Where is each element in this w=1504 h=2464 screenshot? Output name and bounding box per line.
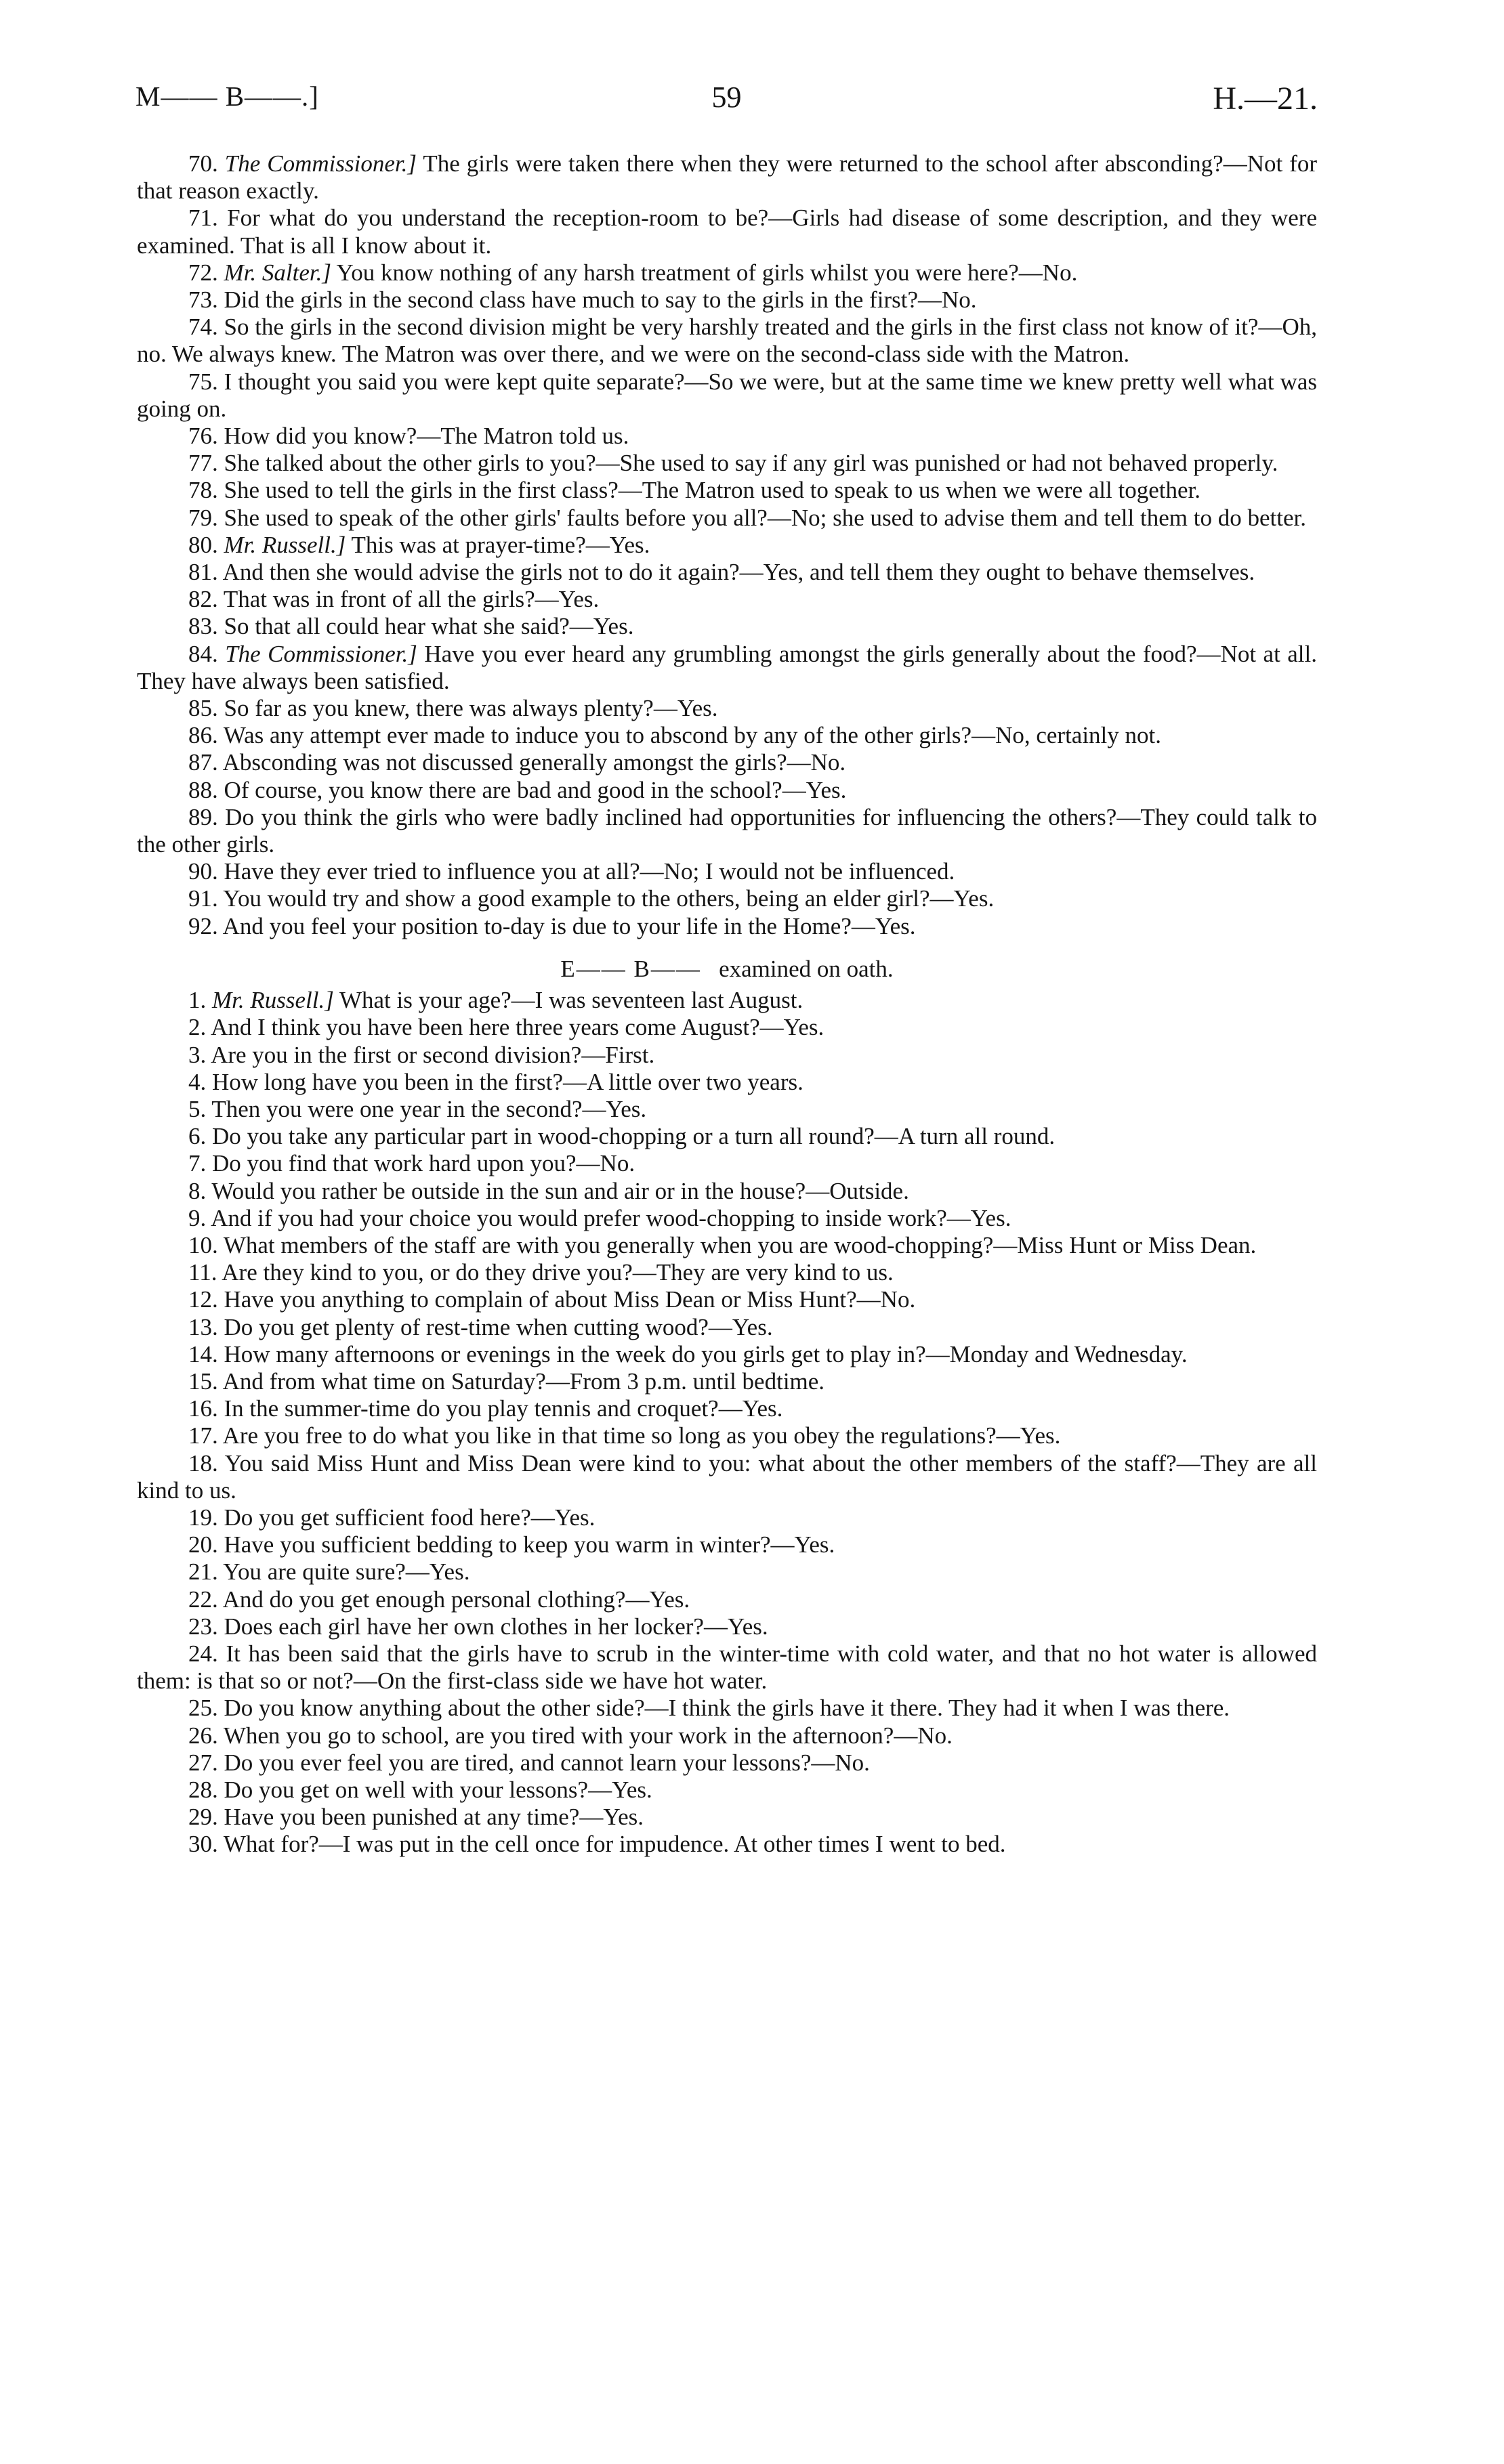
question-number: 10. [188,1231,218,1258]
question-73 [137,286,1317,314]
question-text: For what do you understand the reception-room to be?—Girls had disease of some description, and they were examined. That is all I know about it. [137,205,1317,259]
question-21 [137,1558,1317,1586]
question-82 [137,586,1317,613]
question-number: 82. [188,586,218,613]
speaker: Mr. Salter.] [224,259,331,286]
question-text: How did you know?—The Matron told us. [217,423,629,450]
question-text: It has been said that the girls have to scrub in the winter-time with cold water, and that no hot water is allowed them: is that so or not?—On the first-class side we have hot water. [137,1640,1317,1695]
question-text: She used to tell the girls in the first class?—The Matron used to speak to us when we were all together. [217,477,1200,504]
question-text: Does each girl have her own clothes in her locker?—Yes. [217,1613,768,1640]
question-29 [137,1804,1317,1831]
question-text: You said Miss Hunt and Miss Dean were kind to you: what about the other members of the staff?—They are all kind to us. [137,1449,1317,1504]
question-number: 75. [188,368,218,395]
question-number: 30. [188,1831,218,1858]
question-text: She talked about the other girls to you?—She used to say if any girl was punished or had not behaved properly. [217,450,1278,477]
question-text: You would try and show a good example to the others, being an elder girl?—Yes. [217,885,995,912]
question-92 [137,913,1317,940]
question-18 [137,1450,1317,1504]
question-number: 2. [188,1014,207,1041]
question-number: 11. [188,1259,217,1286]
question-text: This was at prayer-time?—Yes. [346,531,650,558]
question-text: In the summer-time do you play tennis and croquet?—Yes. [217,1395,783,1422]
question-10 [137,1232,1317,1259]
question-3 [137,1042,1317,1069]
question-number: 21. [188,1558,218,1586]
question-25 [137,1695,1317,1722]
question-number: 1. [188,987,207,1014]
question-number: 20. [188,1531,218,1558]
question-6 [137,1123,1317,1150]
question-number: 28. [188,1776,218,1803]
question-number: 77. [188,450,218,477]
question-27 [137,1749,1317,1777]
question-text: Do you think the girls who were badly inclined had opportunities for influencing the others?—They could talk to the other girls. [137,803,1317,858]
question-number: 29. [188,1804,218,1831]
question-81 [137,559,1317,586]
question-5 [137,1096,1317,1123]
question-4 [137,1069,1317,1096]
question-text: Do you know anything about the other side?—I think the girls have it there. They had it when I was there. [217,1695,1230,1722]
question-79 [137,505,1317,532]
question-number: 12. [188,1286,218,1313]
question-number: 73. [188,286,218,314]
question-number: 89. [188,803,218,830]
question-text: And I think you have been here three years come August?—Yes. [206,1014,824,1041]
question-text: So that all could hear what she said?—Yes. [217,613,634,640]
question-74 [137,314,1317,368]
question-number: 23. [188,1613,218,1640]
question-number: 3. [188,1041,207,1068]
question-number: 91. [188,885,218,912]
question-76 [137,423,1317,450]
question-text: Was any attempt ever made to induce you to abscond by any of the other girls?—No, certainly not. [217,722,1162,749]
question-number: 71. [188,205,218,232]
question-number: 17. [188,1422,218,1449]
question-number: 9. [188,1204,207,1231]
question-text: So far as you knew, there was always plenty?—Yes. [217,695,718,722]
question-text: So the girls in the second division might be very harshly treated and the girls in the first class not know of it?—Oh, no. We always knew. The Matron was over there, and we were on the second-class side with the Matron. [137,314,1317,368]
question-number: 87. [188,749,218,776]
question-text: Have you anything to complain of about Miss Dean or Miss Hunt?—No. [217,1286,916,1313]
question-text: You know nothing of any harsh treatment of girls whilst you were here?—No. [331,259,1078,286]
question-17 [137,1422,1317,1449]
question-text: Do you get plenty of rest-time when cutting wood?—Yes. [217,1313,773,1340]
question-text: She used to speak of the other girls' faults before you all?—No; she used to advise them and tell them to do better. [217,504,1306,531]
question-number: 27. [188,1749,218,1776]
witness-heading-text: examined on oath. [719,955,894,982]
question-16 [137,1395,1317,1422]
question-91 [137,885,1317,912]
testimony-body [137,150,1317,1858]
question-9 [137,1205,1317,1232]
question-text: Have they ever tried to influence you at all?—No; I would not be influenced. [217,858,955,885]
question-90 [137,858,1317,885]
question-text: Have you been punished at any time?—Yes. [217,1804,644,1831]
question-23 [137,1613,1317,1640]
question-number: 25. [188,1695,218,1722]
question-8 [137,1178,1317,1205]
question-88 [137,777,1317,804]
question-text: How long have you been in the first?—A little over two years. [206,1068,803,1095]
question-text: How many afternoons or evenings in the week do you girls get to play in?—Monday and Wednesday. [217,1340,1188,1367]
question-number: 7. [188,1150,207,1177]
question-text: What is your age?—I was seventeen last August. [333,987,803,1014]
question-number: 13. [188,1313,218,1340]
question-text: When you go to school, are you tired with your work in the afternoon?—No. [217,1722,953,1749]
speaker: Mr. Russell.] [224,531,346,558]
question-13 [137,1314,1317,1341]
question-number: 26. [188,1722,218,1749]
question-number: 90. [188,858,218,885]
question-86 [137,722,1317,749]
question-11 [137,1259,1317,1286]
question-26 [137,1722,1317,1749]
question-text: And then she would advise the girls not to do it again?—Yes, and tell them they ought to behave themselves. [217,559,1255,586]
question-22 [137,1586,1317,1613]
question-text: Do you ever feel you are tired, and cannot learn your lessons?—No. [217,1749,870,1776]
question-number: 83. [188,613,218,640]
question-28 [137,1777,1317,1804]
question-text: Do you take any particular part in wood-chopping or a turn all round?—A turn all round. [206,1123,1056,1150]
question-72 [137,259,1317,286]
question-text: And you feel your position to-day is due to your life in the Home?—Yes. [217,912,916,939]
question-20 [137,1531,1317,1558]
question-14 [137,1341,1317,1368]
question-number: 78. [188,477,218,504]
question-text: And from what time on Saturday?—From 3 p.m. until bedtime. [217,1367,825,1395]
question-number: 5. [188,1095,207,1122]
question-number: 84. [188,640,218,667]
question-number: 81. [188,559,218,586]
question-30 [137,1831,1317,1858]
page-number: 59 [711,81,742,114]
question-text: Do you find that work hard upon you?—No. [206,1150,635,1177]
question-2 [137,1014,1317,1041]
question-text: The girls were taken there when they were returned to the school after absconding?—Not for that reason exactly. [137,150,1318,205]
speaker: The Commissioner.] [224,150,417,177]
question-number: 86. [188,722,218,749]
question-number: 22. [188,1586,218,1613]
question-7 [137,1150,1317,1177]
question-number: 70. [188,150,218,177]
question-number: 76. [188,423,218,450]
question-15 [137,1368,1317,1395]
question-text: Do you get on well with your lessons?—Yes. [217,1776,652,1803]
question-77 [137,450,1317,477]
witness-name: E—— B—— [560,955,701,982]
page-header [135,80,1318,127]
question-1 [137,987,1317,1014]
question-text: I thought you said you were kept quite separate?—So we were, but at the same time we knew pretty well what was going on. [137,368,1317,422]
question-number: 4. [188,1068,207,1095]
question-text: Are you free to do what you like in that time so long as you obey the regulations?—Yes. [217,1422,1061,1449]
question-83 [137,613,1317,640]
question-text: Have you sufficient bedding to keep you warm in winter?—Yes. [217,1531,835,1558]
header-witness-initials: M—— B——.] [135,81,319,112]
question-number: 8. [188,1177,207,1204]
question-19 [137,1504,1317,1531]
question-number: 18. [188,1449,218,1477]
question-number: 79. [188,504,218,531]
question-text: What for?—I was put in the cell once for impudence. At other times I went to bed. [217,1831,1006,1858]
question-number: 16. [188,1395,218,1422]
question-text: What members of the staff are with you generally when you are wood-chopping?—Miss Hunt or Miss Dean. [217,1231,1257,1258]
question-text: Do you get sufficient food here?—Yes. [217,1504,596,1531]
question-number: 24. [188,1640,218,1667]
question-text: Have you ever heard any grumbling amongst the girls generally about the food?—Not at all. They have always been satisfied. [137,640,1318,694]
question-78 [137,477,1317,504]
question-text: Then you were one year in the second?—Yes. [206,1095,647,1122]
question-71 [137,205,1317,259]
question-number: 15. [188,1367,218,1395]
speaker: Mr. Russell.] [212,987,334,1014]
question-number: 72. [188,259,218,286]
question-text: Are you in the first or second division?—First. [206,1041,655,1068]
question-84 [137,641,1317,695]
question-number: 92. [188,912,218,939]
question-12 [137,1286,1317,1313]
question-80 [137,532,1317,559]
question-text: Are they kind to you, or do they drive you?—They are very kind to us. [217,1259,894,1286]
question-text: Would you rather be outside in the sun and air or in the house?—Outside. [206,1177,909,1204]
question-75 [137,368,1317,423]
question-number: 14. [188,1340,218,1367]
question-text: And if you had your choice you would prefer wood-chopping to inside work?—Yes. [206,1204,1011,1231]
question-text: Of course, you know there are bad and good in the school?—Yes. [217,776,847,803]
question-text: Did the girls in the second class have much to say to the girls in the first?—No. [217,286,977,314]
question-number: 19. [188,1504,218,1531]
document-reference: H.—21. [1213,81,1318,116]
witness-heading [137,956,1317,983]
question-text: Absconding was not discussed generally amongst the girls?—No. [217,749,846,776]
question-number: 80. [188,531,218,558]
question-24 [137,1640,1317,1695]
question-number: 6. [188,1123,207,1150]
question-85 [137,695,1317,722]
question-number: 85. [188,695,218,722]
question-text: You are quite sure?—Yes. [217,1558,470,1586]
speaker: The Commissioner.] [225,640,417,667]
question-87 [137,749,1317,776]
question-number: 74. [188,314,218,341]
question-number: 88. [188,776,218,803]
question-text: That was in front of all the girls?—Yes. [217,586,600,613]
question-text: And do you get enough personal clothing?—Yes. [217,1586,690,1613]
question-70 [137,150,1317,205]
question-89 [137,804,1317,858]
